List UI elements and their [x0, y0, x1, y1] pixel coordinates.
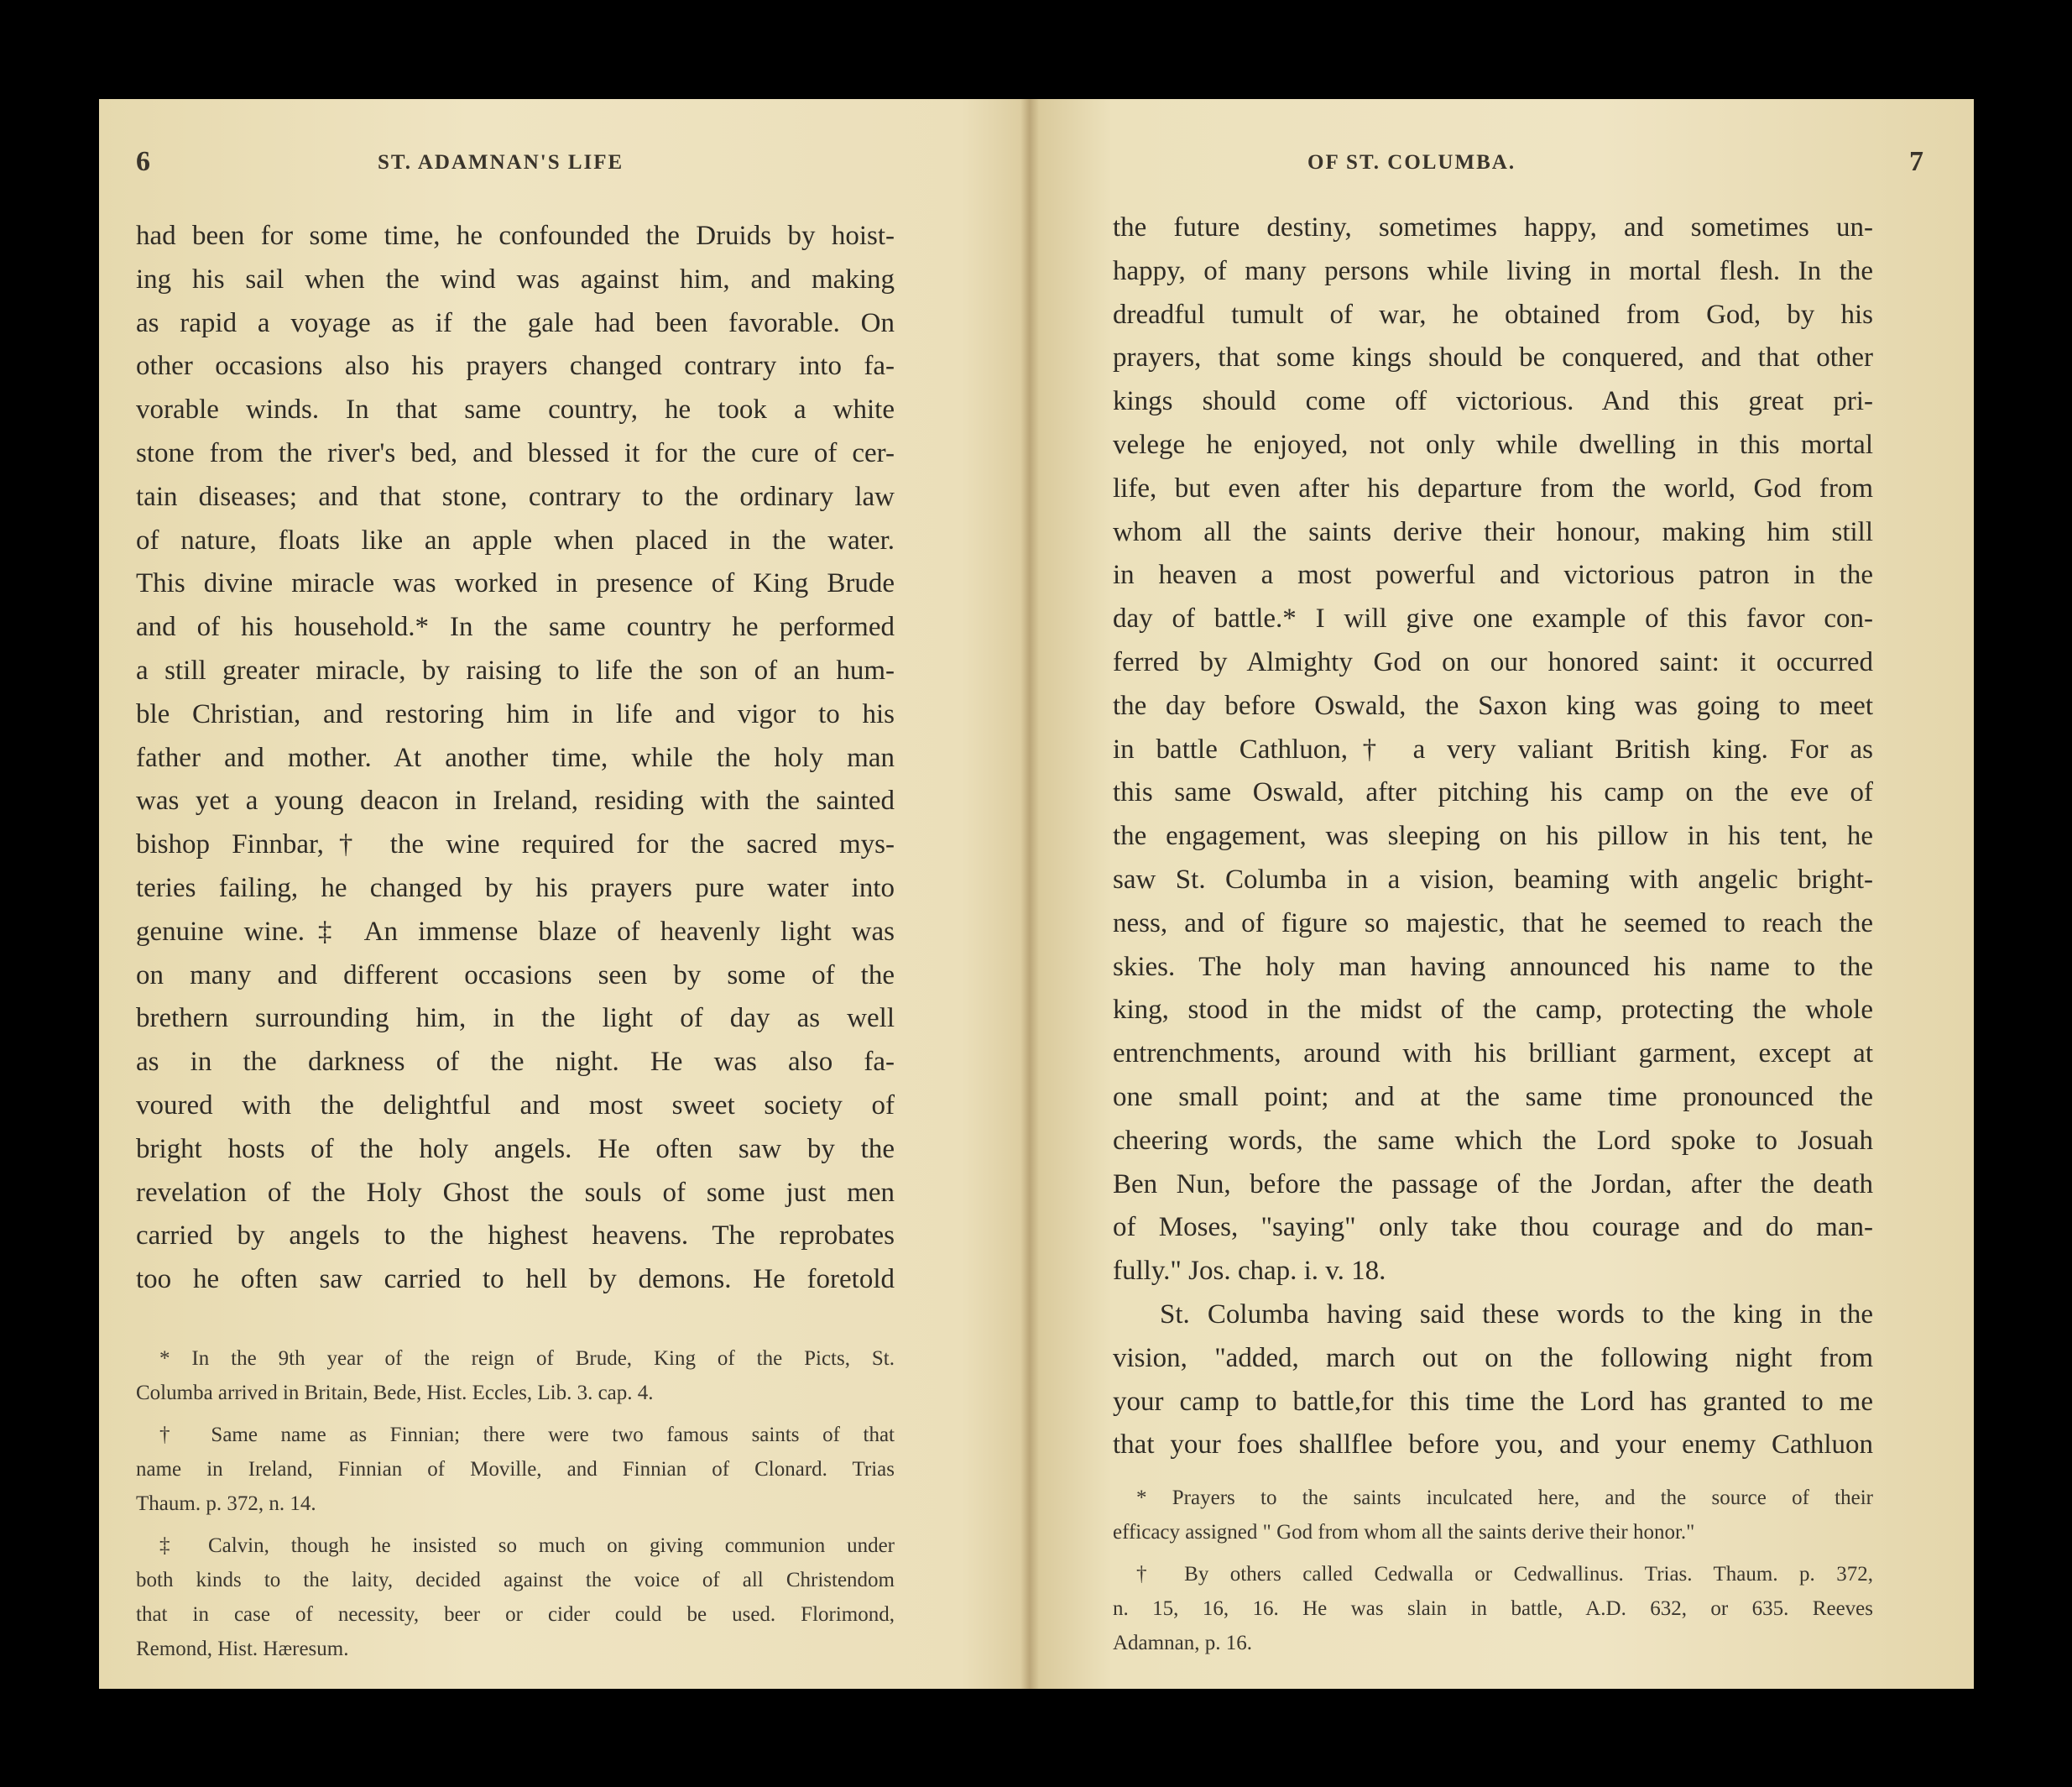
text-line: the engagement, was sleeping on his pillow in his tent, he [1113, 821, 1873, 852]
text-line: and of his household.* In the same country he performed [136, 612, 895, 643]
text-line: dreadful tumult of war, he obtained from God, by his [1113, 299, 1873, 330]
footnote-line: Remond, Hist. Hæresum. [136, 1638, 349, 1660]
text-line: genuine wine.‡ An immense blaze of heavenly light was [136, 916, 895, 947]
book-spread [99, 99, 1974, 1689]
text-line: cheering words, the same which the Lord spoke to Josuah [1113, 1125, 1873, 1156]
footnote-line: * In the 9th year of the reign of Brude, King of the Picts, St. [159, 1347, 895, 1370]
text-line: revelation of the Holy Ghost the souls of some just men [136, 1177, 895, 1208]
text-line: kings should come off victorious. And this great pri- [1113, 386, 1873, 417]
page-number: 7 [1909, 146, 1923, 177]
footnote-line: * Prayers to the saints inculcated here, and the source of their [1136, 1487, 1873, 1509]
page-number: 6 [136, 146, 150, 177]
text-line: ness, and of figure so majestic, that he seemed to reach the [1113, 907, 1873, 938]
body-text [136, 215, 895, 1302]
text-line: as rapid a voyage as if the gale had been favorable. On [136, 307, 895, 338]
text-line: Ben Nun, before the passage of the Jordan, after the death [1113, 1168, 1873, 1199]
footnote-line: Adamnan, p. 16. [1113, 1632, 1252, 1654]
text-line: fully." Jos. chap. i. v. 18. [1113, 1256, 1386, 1287]
footnote [1113, 1557, 1873, 1660]
text-line: the future destiny, sometimes happy, and sometimes un- [1113, 212, 1873, 243]
footnote-line: efficacy assigned " God from whom all the saints derive their honor." [1113, 1521, 1695, 1544]
footnotes [1113, 1481, 1873, 1668]
text-line: king, stood in the midst of the camp, protecting the whole [1113, 995, 1873, 1026]
text-line: one small point; and at the same time pronounced the [1113, 1081, 1873, 1112]
text-line: entrenchments, around with his brilliant garment, except at [1113, 1038, 1873, 1069]
text-line: vorable winds. In that same country, he took a white [136, 394, 895, 426]
footnote-line: name in Ireland, Finnian of Moville, and Finnian of Clonard. Trias [136, 1458, 895, 1481]
text-line: brethern surrounding him, in the light of day as well [136, 1003, 895, 1034]
text-line: in heaven a most powerful and victorious patron in the [1113, 560, 1873, 591]
text-line: a still greater miracle, by raising to life the son of an hum- [136, 655, 895, 686]
running-head: OF ST. COLUMBA. [1307, 151, 1516, 174]
footnote-line: Thaum. p. 372, n. 14. [136, 1492, 316, 1515]
body-text [1113, 206, 1873, 1467]
text-line: ferred by Almighty God on our honored saint: it occurred [1113, 646, 1873, 677]
text-line: teries failing, he changed by his prayers pure water into [136, 872, 895, 903]
text-line: This divine miracle was worked in presence of King Brude [136, 568, 895, 599]
footnotes [136, 1341, 895, 1674]
footnote-line: Columba arrived in Britain, Bede, Hist. Eccles, Lib. 3. cap. 4. [136, 1382, 654, 1404]
footnote [136, 1418, 895, 1521]
text-line: tain diseases; and that stone, contrary to the ordinary law [136, 481, 895, 512]
text-line: on many and different occasions seen by some of the [136, 959, 895, 990]
book-gutter [1020, 99, 1039, 1689]
text-line: happy, of many persons while living in mortal flesh. In the [1113, 255, 1873, 286]
footnote-line: † By others called Cedwalla or Cedwallinus. Trias. Thaum. p. 372, [1136, 1563, 1873, 1586]
right-page [1039, 99, 1974, 1689]
text-line: stone from the river's bed, and blessed it for the cure of cer- [136, 437, 895, 468]
text-line: of nature, floats like an apple when placed in the water. [136, 525, 895, 556]
text-line: velege he enjoyed, not only while dwelling in this mortal [1113, 429, 1873, 460]
text-line: ing his sail when the wind was against him, and making [136, 264, 895, 295]
text-line: bishop Finnbar,† the wine required for the sacred mys- [136, 829, 895, 860]
running-head: ST. ADAMNAN'S LIFE [378, 151, 624, 174]
text-line: of Moses, "saying" only take thou courage and do man- [1113, 1212, 1873, 1243]
paragraph-line: vision, "added, march out on the following night from [1113, 1342, 1873, 1373]
text-line: day of battle.* I will give one example of this favor con- [1113, 604, 1873, 635]
text-line: as in the darkness of the night. He was also fa- [136, 1047, 895, 1078]
text-line: prayers, that some kings should be conquered, and that other [1113, 342, 1873, 374]
paragraph-line: that your foes shallflee before you, and your enemy Cathluon [1113, 1429, 1873, 1460]
footnote-line: † Same name as Finnian; there were two famous saints of that [159, 1424, 895, 1446]
text-line: carried by angels to the highest heavens. The reprobates [136, 1220, 895, 1251]
text-line: had been for some time, he confounded the Druids by hoist- [136, 221, 895, 251]
text-line: skies. The holy man having announced his name to the [1113, 951, 1873, 982]
text-line: in battle Cathluon,† a very valiant British king. For as [1113, 734, 1873, 765]
footnote-line: that in case of necessity, beer or cider could be used. Florimond, [136, 1603, 895, 1626]
footnote-line: n. 15, 16, 16. He was slain in battle, A.D. 632, or 635. Reeves [1113, 1597, 1873, 1620]
footnote [1113, 1481, 1873, 1549]
paragraph-line: your camp to battle,for this time the Lord has granted to me [1113, 1386, 1873, 1417]
left-page [99, 99, 1022, 1689]
text-line: voured with the delightful and most sweet society of [136, 1089, 895, 1121]
text-line: whom all the saints derive their honour, making him still [1113, 516, 1873, 547]
footnote-line: ‡ Calvin, though he insisted so much on giving communion under [159, 1534, 895, 1557]
text-line: bright hosts of the holy angels. He often saw by the [136, 1133, 895, 1164]
text-line: this same Oswald, after pitching his camp on the eve of [1113, 777, 1873, 808]
footnote-line: both kinds to the laity, decided against the voice of all Christendom [136, 1569, 895, 1591]
text-line: the day before Oswald, the Saxon king was going to meet [1113, 690, 1873, 721]
text-line: saw St. Columba in a vision, beaming with angelic bright- [1113, 864, 1873, 895]
text-line: other occasions also his prayers changed contrary into fa- [136, 351, 895, 382]
text-line: life, but even after his departure from the world, God from [1113, 473, 1873, 504]
text-line: father and mother. At another time, while the holy man [136, 742, 895, 773]
footnote [136, 1528, 895, 1666]
text-line: too he often saw carried to hell by demons. He foretold [136, 1264, 895, 1295]
text-line: ble Christian, and restoring him in life and vigor to his [136, 698, 895, 729]
footnote [136, 1341, 895, 1410]
paragraph-line: St. Columba having said these words to the king in the [1160, 1298, 1873, 1330]
text-line: was yet a young deacon in Ireland, residing with the sainted [136, 786, 895, 817]
